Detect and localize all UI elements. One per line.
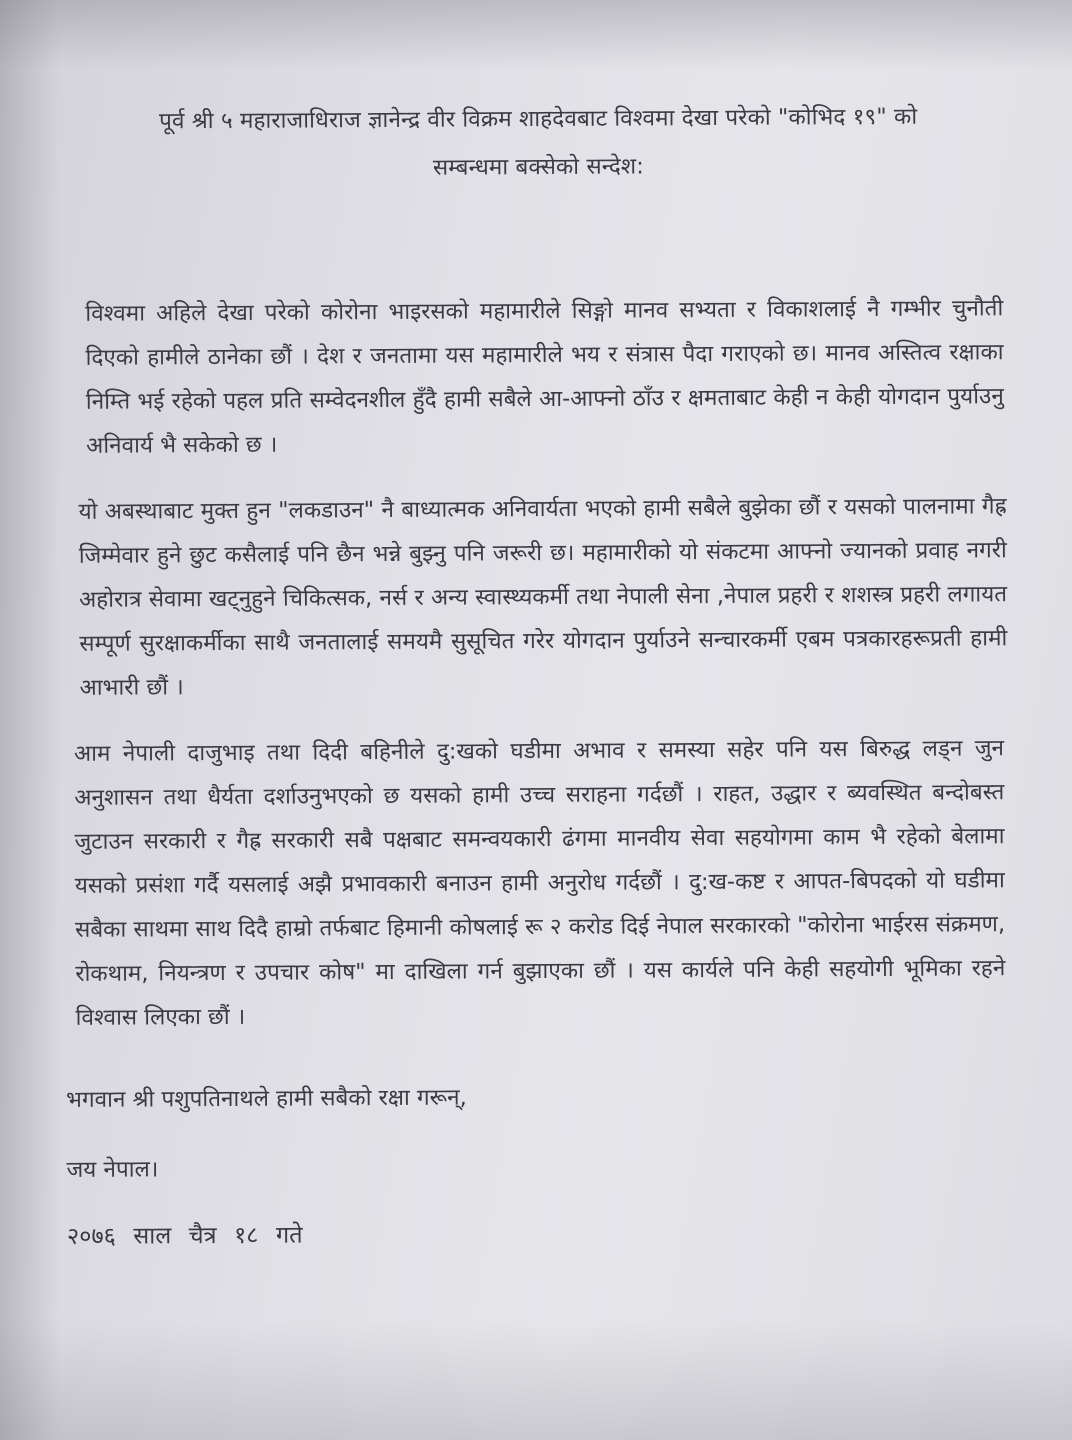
letter-title [58, 92, 1019, 194]
title-line-2: सम्बन्धमा बक्सेको सन्देश: [432, 153, 645, 181]
paragraph-3: आम नेपाली दाजुभाइ तथा दिदी बहिनीले दु:खको घडीमा अभाव र समस्या सहेर पनि यस बिरुद्ध लड्न जुन अनुशासन तथा धैर्यता दर्शाउनुभएको छ यसको हामी उच्च सराहना गर्दछौं । राहत, उद्धार र ब्यवस्थित बन्दोबस्त जुटाउन सरकारी र गैह्र सरकारी सबै पक्षबाट समन्वयकारी ढंगमा मानवीय सेवा सहयोगमा काम भै रहेको बेलामा यसको प्रसंशा गर्दै यसलाई अझै प्रभावकारी बनाउन हामी अनुरोध गर्दछौं । दु:ख-कष्ट र आपत-बिपदको यो घडीमा सबैका साथमा साथ दिदै हाम्रो तर्फबाट हिमानी कोषलाई रू २ करोड दिई नेपाल सरकारको "कोरोना भाईरस संक्रमण, रोकथाम, नियन्त्रण र उपचार कोष" मा दाखिला गर्न बुझाएका छौं । यस कार्यले पनि केही सहयोगी भूमिका रहने विश्वास लिएका छौं । [73, 735, 1006, 1031]
closing-blessing: भगवान श्री पशुपतिनाथले हामी सबैको रक्षा गरून्, [66, 1084, 467, 1113]
paragraph-1: विश्वमा अहिले देखा परेको कोरोना भाइरसको महामारीले सिङ्गो मानव सभ्यता र विकाशलाई नै गम्भीर चुनौती दिएको हामीले ठानेका छौं । देश र जनतामा यस महामारीले भय र संत्रास पैदा गराएको छ। मानव अस्तित्व रक्षाका निम्ति भई रहेको पहल प्रति सम्वेदनशील हुँदै हामी सबैले आ-आफ्नो ठाँउ र क्षमताबाट केही न केही योगदान पुर्याउनु अनिवार्य भै सकेको छ । [85, 295, 1004, 459]
closing-slogan: जय नेपाल। [66, 1156, 159, 1183]
printed-letter [58, 92, 1025, 1258]
photo-shadow-left [0, 0, 60, 1440]
photo-shadow-top [0, 0, 1072, 70]
letter-date: २०७६ साल चैत्र १८ गते [66, 1220, 303, 1250]
title-line-1: पूर्व श्री ५ महाराजाधिराज ज्ञानेन्द्र वीर विक्रम शाहदेवबाट विश्वमा देखा परेको "कोभिद १९" को [158, 103, 918, 135]
paragraph-2: यो अबस्थाबाट मुक्त हुन "लकडाउन" नै बाध्यात्मक अनिवार्यता भएको हामी सबैले बुझेका छौं र यसको पालनामा गैह्र जिम्मेवार हुने छुट कसैलाई पनि छैन भन्ने बुझ्नु पनि जरूरी छ। महामारीको यो संकटमा आफ्नो ज्यानको प्रवाह नगरी अहोरात्र सेवामा खट्नुहुने चिकित्सक, नर्स र अन्य स्वास्थ्यकर्मी तथा नेपाली सेना ,नेपाल प्रहरी र शशस्त्र प्रहरी लगायत सम्पूर्ण सुरक्षाकर्मीका साथै जनतालाई समयमै सुसूचित गरेर योगदान पुर्याउने सन्चारकर्मी एबम पत्रकारहरूप्रती हामी आभारी छौं । [78, 493, 1008, 701]
photo-shadow-bottom [0, 1320, 1072, 1440]
